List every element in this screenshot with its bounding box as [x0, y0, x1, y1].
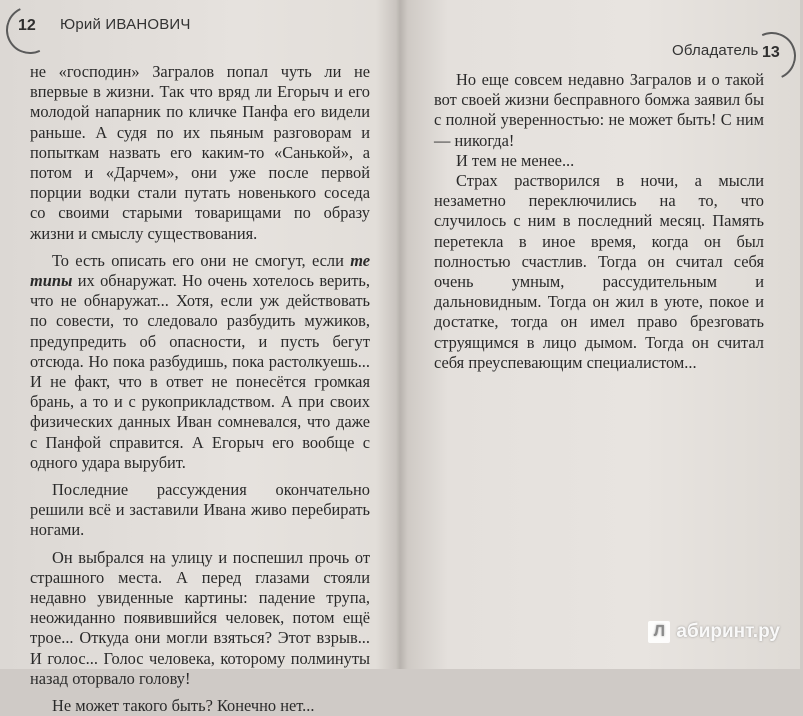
- paragraph: И тем не менее...: [456, 150, 575, 170]
- paragraph-text: их обнаружат. Но очень хотелось верить, что не обнаружат... Хотя, если уж действовать по совести, то следовало разбудить мужиков, предупредить об опасности, и пусть бегут отсюда. Но пока разбудишь, пока растолкуешь... И не факт, что в ответ не понесётся громкая брань, а то и с рукоприкладством. А при своих физических данных Иван сомневался, что даже с Панфой справится. А Егорыч его вообще с одного удара вырубит.: [30, 271, 370, 472]
- labirint-logo-icon: Л: [648, 621, 670, 643]
- paragraph: не «господин» Загралов попал чуть ли не впервые в жизни. Так что вряд ли Егорыч и его молодой напарник по кличке Панфа его видели раньше. А судя по их пьяным разговорам и попыткам назвать его каким-то «Санькой», а потом и «Дарчем», они уже после первой порции водки стали путать новенького соседа со своими старыми товарищами по образу жизни и смыслу существования.: [30, 62, 370, 243]
- watermark: [648, 621, 780, 643]
- paragraph-text: То есть описать его они не смогут, если: [52, 250, 351, 270]
- paragraph: Но еще совсем недавно Загралов и о такой вот своей жизни бесправного бомжа заявил бы с полной уверенностью: не может быть! С ним — никогда!: [434, 70, 764, 150]
- page-number: 12: [18, 17, 36, 34]
- left-page: [0, 0, 398, 716]
- left-body-text: [30, 62, 370, 716]
- emphasized-text: те типы: [30, 250, 370, 291]
- paragraph: [30, 251, 370, 473]
- paragraph: Не может такого быть? Конечно нет...: [52, 696, 315, 716]
- watermark-text: абиринт.ру: [676, 621, 780, 642]
- right-body-text: [434, 70, 764, 373]
- running-header-author: Юрий ИВАНОВИЧ: [60, 16, 191, 33]
- paragraph: Он выбрался на улицу и поспешил прочь от страшного места. А перед глазами стояли недавно увиденные картины: падение трупа, неожиданно появившийся человек, потом ещё трое... Откуда они могли взяться? Этот взрыв... И голос... Голос человека, которому полминуты назад оторвало голову!: [30, 547, 370, 688]
- paragraph: Страх растворился в ночи, а мысли незаметно переключились на то, что случилось с ним в последний месяц. Память перетекла в иное время, когда он был полностью счастлив. Тогда он считал себя очень умным, рассудительным и дальновидным. Тогда он жил в уюте, покое и достатке, тогда он имел право брезговать струящимся в лицо дымом. Тогда он считал себя преуспевающим специалистом...: [434, 171, 764, 372]
- running-header-title: Обладатель: [672, 42, 759, 59]
- paragraph: Последние рассуждения окончательно решили всё и заставили Ивана живо перебирать ногами.: [30, 480, 370, 540]
- page-number: 13: [762, 44, 780, 61]
- right-page: [402, 0, 800, 669]
